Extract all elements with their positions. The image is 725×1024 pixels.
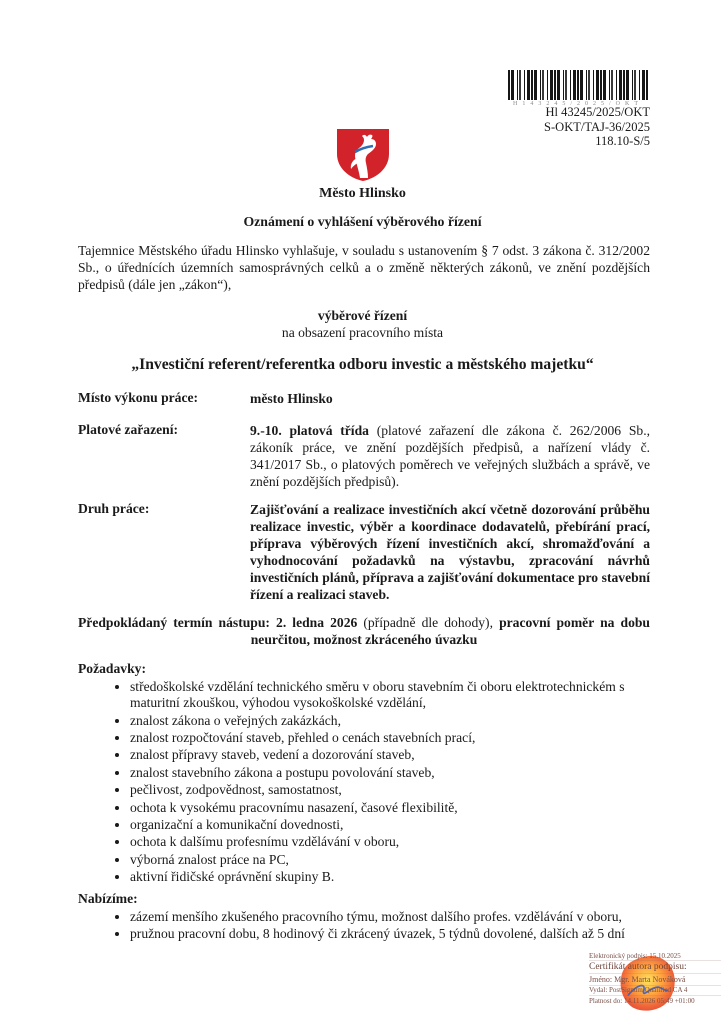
start-date-terms: pracovní poměr na dobu neurčitou, možnost zkráceného úvazku: [250, 615, 650, 648]
signer-name-line: Jméno: Mgr. Marta Nováková: [589, 974, 721, 985]
reference-numbers: [544, 105, 650, 149]
validity-line: Platnost do: 14.11.2026 05:49 +01:00: [589, 996, 695, 1005]
salary-grade: 9.-10. platová třída: [250, 423, 369, 438]
city-title: Město Hlinsko: [319, 186, 406, 201]
procedure-title: výběrové řízení: [317, 308, 408, 323]
offer-heading: Nabízíme:: [78, 891, 138, 906]
list-item: • ochota k vysokému pracovnímu nasazení, časové flexibilitě,: [130, 800, 650, 816]
document-title: Oznámení o vyhlášení výběrového řízení: [243, 214, 482, 229]
reference-number: 118.10-S/5: [595, 134, 650, 149]
start-date-label: Předpokládaný termín nástupu:: [78, 615, 270, 630]
list-item: • pečlivost, zodpovědnost, samostatnost,: [130, 782, 650, 798]
list-item: • znalost zákona o veřejných zakázkách,: [130, 713, 650, 729]
place-value: město Hlinsko: [250, 391, 333, 406]
requirements-list: [78, 679, 650, 887]
signature-date-line: Elektronický podpis: 15.10.2025: [589, 951, 721, 961]
reference-number: S-OKT/TAJ-36/2025: [544, 119, 650, 134]
list-item: • zázemí menšího zkušeného pracovního týmu, možnost dalšího profes. vzdělávání v oboru,: [130, 909, 650, 925]
signature-stamp: [589, 951, 721, 1017]
issuer-line: Vydal: PostSignum Qualified CA 4: [589, 986, 721, 996]
list-item: • znalost stavebního zákona a postupu povolování staveb,: [130, 765, 650, 781]
list-item: • ochota k dalšímu profesnímu vzdělávání v oboru,: [130, 834, 650, 850]
salary-value: [250, 422, 650, 490]
start-date-note: (případně dle dohody),: [363, 615, 493, 630]
work-type-value: Zajišťování a realizace investičních akcí včetně dozorování průběhu realizace investic, výběr a koordinace dodavatelů, přebírání prací, příprava výběrových řízení investičních akcí, shromažďování a vyhodnocování požadavků na výstavbu, zpracování návrhů investičních plánů, příprava a zajišťování dokumentace pro stavební řízení a realizaci staveb.: [250, 502, 650, 602]
start-date-value: 2. ledna 2026: [276, 615, 358, 630]
work-type-label: Druh práce:: [78, 501, 150, 516]
place-label: Místo výkonu práce:: [78, 390, 199, 405]
start-date-paragraph: [78, 614, 650, 649]
job-title: „Investiční referent/referentka odboru investic a městského majetku“: [131, 356, 594, 373]
list-item: • výborná znalost práce na PC,: [130, 852, 650, 868]
list-item: • aktivní řidičské oprávnění skupiny B.: [130, 869, 650, 885]
barcode-digits: H143245/2025/OKT: [513, 101, 643, 107]
requirements-heading: Požadavky:: [78, 661, 146, 676]
intro-paragraph: Tajemnice Městského úřadu Hlinsko vyhlašuje, v souladu s ustanovením § 7 odst. 3 zákona č. 312/2002 Sb., o úřednících územních samosprávných celků a o změně některých zákonů, ve znění pozdějších předpisů (dále jen „zákon“),: [78, 243, 650, 292]
list-item: • středoškolské vzdělání technického směru v oboru stavebním či oboru elektrotechnickém s maturitní zkouškou, výhodou vysokoškolské vzdělání,: [130, 679, 650, 711]
procedure-subtitle: na obsazení pracovního místa: [281, 325, 444, 340]
salary-legal-text: (platové zařazení dle zákona č. 262/2006 Sb., zákoník práce, ve znění pozdějších předpisů, a nařízení vlády č. 341/2017 Sb., o platových poměrech ve veřejných službách a správě, ve znění pozdějších předpisů).: [250, 423, 650, 489]
barcode-icon: [508, 70, 648, 100]
salary-label: Platové zařazení:: [78, 422, 179, 437]
coat-of-arms-icon: [335, 128, 391, 182]
list-item: • organizační a komunikační dovednosti,: [130, 817, 650, 833]
reference-number: Hl 43245/2025/OKT: [545, 105, 650, 119]
certificate-title-line: Certifikát autora podpisu:: [589, 961, 721, 974]
list-item: • znalost rozpočtování staveb, přehled o cenách stavebních prací,: [130, 730, 650, 746]
list-item: • znalost přípravy staveb, vedení a dozorování staveb,: [130, 747, 650, 763]
offer-list: [78, 909, 650, 944]
list-item: • pružnou pracovní dobu, 8 hodinový či zkrácený úvazek, 5 týdnů dovolené, dalších až 5 dní: [130, 926, 650, 942]
